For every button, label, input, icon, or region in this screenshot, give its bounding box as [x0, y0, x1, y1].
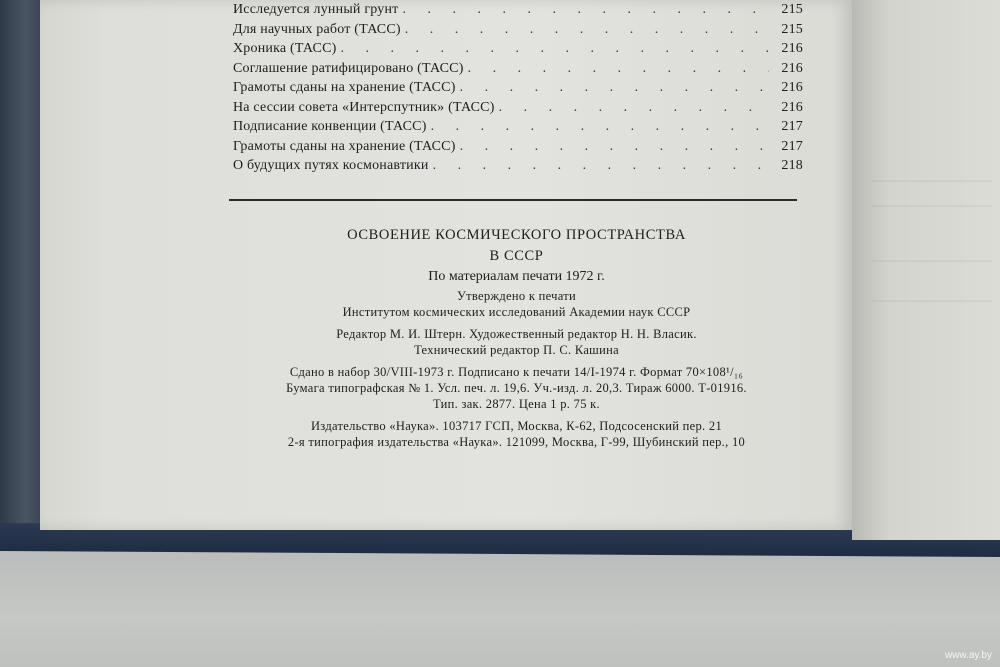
toc-row: [233, 41, 803, 61]
toc-row: [233, 139, 803, 159]
toc-page-number: 215: [781, 2, 803, 17]
editors-line1: Редактор М. И. Штерн. Художественный редактор Н. Н. Власик.: [336, 327, 697, 341]
table-of-contents: [233, 2, 803, 178]
toc-title: Подписание конвенции (ТАСС): [233, 119, 427, 134]
print-details-line3: Тип. зак. 2877. Цена 1 р. 75 к.: [433, 397, 600, 411]
toc-leader-dots: [431, 119, 769, 135]
site-watermark: www.ay.by: [944, 650, 992, 661]
toc-row: [233, 119, 803, 139]
toc-page-number: 218: [781, 158, 803, 173]
right-page: [852, 0, 1000, 540]
toc-row: [233, 22, 803, 42]
approved-line2: Институтом космических исследований Академии наук СССР: [342, 305, 691, 319]
toc-page-number: 216: [781, 80, 803, 95]
toc-page-number: 216: [781, 99, 803, 115]
toc-page-number: 216: [781, 60, 803, 76]
toc-leader-dots: [460, 139, 769, 155]
toc-leader-dots: [460, 80, 769, 96]
toc-title: О будущих путях космонавтики: [233, 158, 429, 173]
toc-row: [233, 2, 803, 22]
toc-title: Хроника (ТАСС): [233, 41, 337, 56]
toc-row: [233, 80, 803, 100]
approved-line1: Утверждено к печати: [456, 289, 577, 303]
toc-page-number: 217: [781, 119, 803, 134]
toc-leader-dots: [499, 100, 769, 116]
book-cover-left: [0, 0, 42, 545]
toc-page-number: 216: [781, 41, 803, 56]
section-divider: [229, 199, 797, 201]
toc-leader-dots: [405, 22, 769, 38]
publisher-line2: 2-я типография издательства «Наука». 121099, Москва, Г-99, Шубинский пер., 10: [287, 435, 746, 449]
toc-title: Грамоты сданы на хранение (ТАСС): [233, 80, 456, 95]
toc-title: На сессии совета «Интерспутник» (ТАСС): [233, 99, 495, 115]
toc-leader-dots: [340, 41, 769, 57]
book-subtitle: По материалам печати 1972 г.: [428, 269, 605, 284]
toc-title: Исследуется лунный грунт: [233, 2, 399, 17]
publisher-line1: Издательство «Наука». 103717 ГСП, Москва, К-62, Подсосенский пер. 21: [310, 419, 722, 433]
print-details-line2: Бумага типографская № 1. Усл. печ. л. 19,6. Уч.-изд. л. 20,3. Тираж 6000. Т-01916.: [286, 381, 747, 395]
toc-page-number: 215: [781, 21, 803, 37]
toc-row: [233, 100, 803, 120]
toc-title: Для научных работ (ТАСС): [233, 21, 401, 37]
editors-line2: Технический редактор П. С. Кашина: [414, 343, 619, 357]
table-surface: [0, 540, 1000, 667]
book-title-line1: ОСВОЕНИЕ КОСМИЧЕСКОГО ПРОСТРАНСТВА: [347, 227, 686, 243]
book-title-line2: В СССР: [489, 248, 544, 264]
toc-leader-dots: [403, 2, 770, 18]
imprint-block: [229, 228, 804, 452]
toc-leader-dots: [433, 158, 769, 174]
toc-title: Соглашение ратифицировано (ТАСС): [233, 60, 464, 76]
print-details-line1: Сдано в набор 30/VIII-1973 г. Подписано к печати 14/I-1974 г. Формат 70×108¹/₁₆: [289, 365, 744, 379]
toc-title: Грамоты сданы на хранение (ТАСС): [233, 138, 456, 154]
toc-row: [233, 61, 803, 81]
toc-page-number: 217: [781, 138, 803, 154]
toc-leader-dots: [468, 61, 769, 77]
toc-row: [233, 158, 803, 178]
